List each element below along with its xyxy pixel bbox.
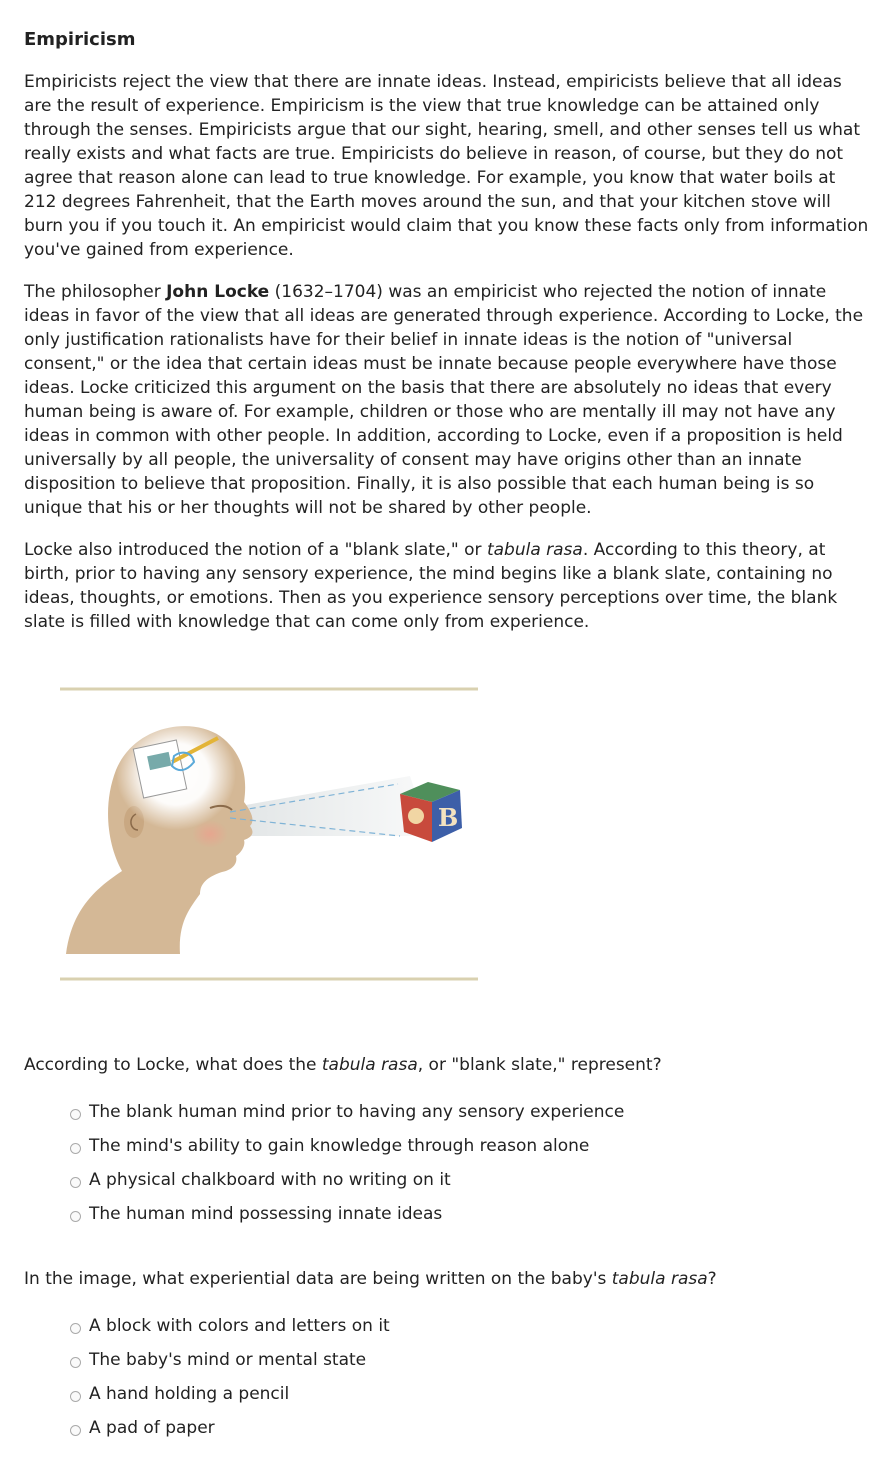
question-2-term: tabula rasa — [611, 1269, 708, 1289]
option-label: A block with colors and letters on it — [89, 1316, 390, 1336]
answer-option[interactable] — [70, 1168, 624, 1202]
answer-option[interactable] — [70, 1202, 624, 1236]
abc-block — [400, 782, 462, 842]
radio-button[interactable] — [70, 1177, 81, 1188]
answer-option[interactable] — [70, 1134, 624, 1168]
question-1-term: tabula rasa — [321, 1055, 418, 1075]
locke-name: John Locke — [166, 282, 270, 302]
option-label: The blank human mind prior to having any sensory experience — [89, 1102, 625, 1122]
radio-button[interactable] — [70, 1211, 81, 1222]
question-1-suffix: , or "blank slate," represent? — [417, 1055, 662, 1075]
question-2-options — [70, 1314, 390, 1450]
option-label: A pad of paper — [89, 1418, 215, 1438]
option-label: The mind's ability to gain knowledge through reason alone — [89, 1136, 590, 1156]
paragraph-empiricism: Empiricists reject the view that there are innate ideas. Instead, empiricists believe that all ideas are the result of experience. Empiricism is the view that true knowledge can be attained only through the senses. Empiricists argue that our sight, hearing, smell, and other senses tell us what really exists and what facts are true. Empiricists do believe in reason, of course, but they do not agree that reason alone can lead to true knowledge. For example, you know that water boils at 212 degrees Fahrenheit, that the Earth moves around the sun, and that your kitchen stove will burn you if you touch it. An empiricist would claim that you know these facts only from information you've gained from experience. — [24, 72, 869, 260]
illustration-svg — [60, 686, 480, 986]
option-label: The baby's mind or mental state — [89, 1350, 367, 1370]
question-1-prefix: According to Locke, what does the — [24, 1055, 322, 1075]
paragraph-locke — [24, 280, 886, 520]
answer-option[interactable] — [70, 1416, 390, 1450]
question-2 — [24, 1267, 717, 1291]
answer-option[interactable] — [70, 1314, 390, 1348]
paragraph-tabula-intro: Locke also introduced the notion of a "blank slate," or — [24, 540, 487, 560]
baby-blank-slate-illustration — [60, 686, 480, 986]
question-1 — [24, 1053, 662, 1077]
paragraph-locke-body: (1632–1704) was an empiricist who rejected the notion of innate ideas in favor of the view that all ideas are generated through experience. According to Locke, the only justification rationalists have for their belief in innate ideas is the notion of "universal consent," or the idea that certain ideas must be innate because people everywhere have those ideas. Locke criticized this argument on the basis that there are absolutely no ideas that every human being is aware of. For example, children or those who are mentally ill may not have any ideas in common with other people. In addition, according to Locke, even if a proposition is held universally by all people, the universality of consent may have origins other than an innate disposition to believe that proposition. Finally, it is also possible that each human being is so unique that his or her thoughts will not be shared by other people. — [24, 282, 864, 518]
question-2-suffix: ? — [707, 1269, 717, 1289]
question-1-options — [70, 1100, 624, 1236]
option-label: The human mind possessing innate ideas — [89, 1204, 443, 1224]
article-title: Empiricism — [24, 29, 136, 50]
block-letter: B — [438, 803, 459, 832]
answer-option[interactable] — [70, 1382, 390, 1416]
radio-button[interactable] — [70, 1143, 81, 1154]
paragraph-locke-intro: The philosopher — [24, 282, 167, 302]
radio-button[interactable] — [70, 1425, 81, 1436]
option-label: A hand holding a pencil — [89, 1384, 290, 1404]
answer-option[interactable] — [70, 1100, 624, 1134]
radio-button[interactable] — [70, 1323, 81, 1334]
question-2-prefix: In the image, what experiential data are being written on the baby's — [24, 1269, 612, 1289]
block-left-letter — [408, 808, 424, 824]
radio-button[interactable] — [70, 1391, 81, 1402]
paragraph-tabula-rasa — [24, 538, 886, 634]
paragraph-tabula-body: . According to this theory, at birth, prior to having any sensory experience, the mind begins like a blank slate, containing no ideas, thoughts, or emotions. Then as you experience sensory perceptions over time, the blank slate is filled with knowledge that can come only from experience. — [24, 540, 838, 632]
radio-button[interactable] — [70, 1357, 81, 1368]
option-label: A physical chalkboard with no writing on it — [89, 1170, 451, 1190]
radio-button[interactable] — [70, 1109, 81, 1120]
tabula-rasa-term: tabula rasa — [486, 540, 583, 560]
answer-option[interactable] — [70, 1348, 390, 1382]
